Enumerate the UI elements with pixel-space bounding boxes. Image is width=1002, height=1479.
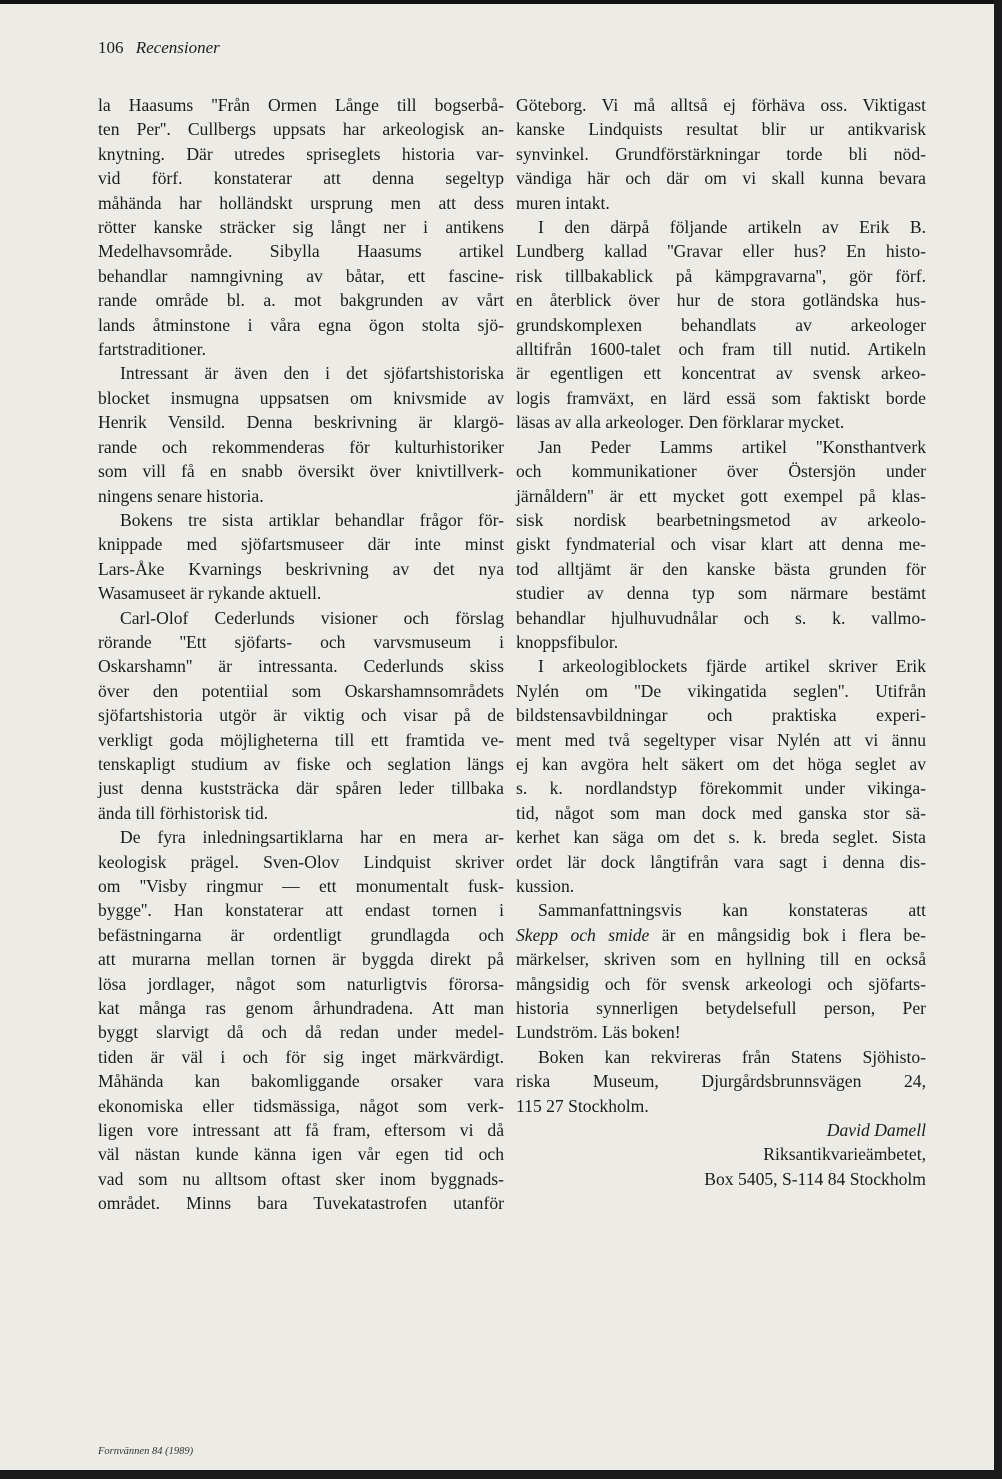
text-line: över den potentiial som Oskarshamnsområdets: [98, 680, 504, 701]
text-line: som vill få en snabb översikt över knivtillverk-: [98, 461, 504, 482]
text-line: Sammanfattningsvis kan konstateras att: [538, 900, 926, 921]
text-line: Lundberg kallad ''Gravar eller hus? En histo-: [516, 241, 926, 262]
text-line: ten Per''. Cullbergs uppsats har arkeologisk an-: [98, 119, 504, 140]
text-line: kat många ras genom århundradena. Att man: [98, 998, 504, 1019]
text-line: Boken kan rekvireras från Statens Sjöhisto-: [538, 1046, 926, 1067]
text-line: David Damell: [826, 1120, 926, 1141]
text-line: området. Minns bara Tuvekatastrofen utanför: [98, 1193, 504, 1214]
text-line: ningens senare historia.: [98, 485, 264, 506]
text-line: knoppsfibulor.: [516, 631, 619, 652]
text-line: s. k. nordlandstyp förekommit under vikinga-: [516, 778, 926, 799]
text-line: väl nästan kunde känna igen vår egen tid och: [98, 1144, 504, 1165]
text-line: verkligt goda möjligheterna till ett framtida ve-: [98, 729, 504, 750]
text-line: rötter kanske sträcker sig långt ner i antikens: [98, 217, 504, 238]
text-line: sjöfartshistoria utgör är viktig och visar på de: [98, 705, 504, 726]
text-line: befästningarna är ordentligt grundlagda och: [98, 924, 504, 945]
text-line: alltifrån 1600-talet och fram till nutid. Artikeln: [516, 339, 926, 360]
text-line: bygge''. Han konstaterar att endast tornen i: [98, 900, 504, 921]
text-line: Måhända kan bakomliggande orsaker vara: [98, 1071, 504, 1092]
text-line: knytning. Där utredes spriseglets historia var-: [98, 143, 504, 164]
text-line: rörande ''Ett sjöfarts- och varvsmuseum i: [98, 631, 504, 652]
text-line: Lars-Åke Kvarnings beskrivning av det nya: [98, 558, 504, 579]
text-line: giskt fyndmaterial och visar klart att denna me-: [516, 534, 926, 555]
text-fragment: är en mångsidig bok i flera be-: [661, 924, 926, 945]
text-line: Henrik Vensild. Denna beskrivning är klargö-: [98, 412, 504, 433]
text-line: märkelser, skriven som en hyllning till en också: [516, 949, 926, 970]
text-line: just denna kuststräcka där spåren leder tillbaka: [98, 778, 504, 799]
text-line: ej kan avgöra helt säkert om det höga seglet av: [516, 753, 926, 774]
text-line: [516, 923, 926, 947]
text-line: Göteborg. Vi må alltså ej förhäva oss. Viktigast: [516, 95, 926, 115]
text-line: lands åtminstone i våra egna ögon stolta sjö-: [98, 314, 504, 335]
text-line: Nylén om ''De vikingatida seglen''. Utifrån: [516, 680, 926, 701]
text-line: behandlar namngivning av båtar, ett fascine-: [98, 265, 504, 286]
text-line: Riksantikvarieämbetet,: [763, 1144, 926, 1165]
left-text-column: [98, 93, 504, 1216]
book-title: Skepp och smide: [516, 924, 650, 945]
text-line: kerhet kan säga om det s. k. breda seglet. Sista: [516, 827, 926, 848]
text-line: fartstraditioner.: [98, 339, 206, 360]
text-line: ekonomiska eller tidsmässiga, något som verk-: [98, 1095, 504, 1116]
scan-border-right: [994, 0, 1002, 1479]
text-line: Box 5405, S-114 84 Stockholm: [704, 1168, 926, 1189]
text-line: knippade med sjöfartsmuseer där inte minst: [98, 534, 504, 555]
page-number: 106: [98, 38, 124, 57]
text-line: byggt slarvigt då och då redan under medel-: [98, 1022, 504, 1043]
text-line: vid förf. konstaterar att denna segeltyp: [98, 168, 504, 189]
text-line: läsas av alla arkeologer. Den förklarar mycket.: [516, 412, 845, 433]
journal-page: [0, 4, 994, 1470]
text-line: tenskapligt studium av fiske och seglation längs: [98, 753, 504, 774]
text-line: rande område bl. a. mot bakgrunden av vårt: [98, 290, 504, 311]
text-line: kanske Lindquists resultat blir ur antikvarisk: [516, 119, 926, 140]
text-line: tiden är väl i och för sig inget märkvärdigt.: [98, 1046, 504, 1067]
text-line: I arkeologiblockets fjärde artikel skriver Erik: [538, 656, 926, 677]
text-line: ment med två segeltyper visar Nylén att vi ännu: [516, 729, 926, 750]
text-line: muren intakt.: [516, 192, 610, 213]
text-line: Medelhavsområde. Sibylla Haasums artikel: [98, 241, 504, 262]
text-line: tid, något som man dock med ganska stor sä-: [516, 802, 926, 823]
text-line: logis framväxt, en lärd essä som faktiskt borde: [516, 387, 926, 408]
text-line: vändiga här och där om vi skall kunna bevara: [516, 168, 926, 189]
text-line: att murarna mellan tornen är byggda direkt på: [98, 949, 504, 970]
section-title: Recensioner: [135, 38, 220, 57]
text-line: risk tillbakablick på kämpgravarna'', gör förf.: [516, 265, 926, 286]
text-line: historia synnerligen betydelsefull person, Per: [516, 998, 926, 1019]
text-line: Oskarshamn'' är intressanta. Cederlunds skiss: [98, 656, 504, 677]
text-line: keologisk prägel. Sven-Olov Lindquist skriver: [98, 851, 504, 872]
text-line: riska Museum, Djurgårdsbrunnsvägen 24,: [516, 1071, 926, 1092]
text-line: Carl-Olof Cederlunds visioner och förslag: [120, 607, 504, 628]
text-line: tod alltjämt är den kanske bästa grunden för: [516, 558, 926, 579]
text-line: Jan Peder Lamms artikel ''Konsthantverk: [538, 436, 926, 457]
text-line: studier av denna typ som närmare bestämt: [516, 583, 926, 604]
text-line: och kommunikationer över Östersjön under: [516, 461, 926, 482]
running-head: [98, 38, 220, 58]
text-line: Intressant är även den i det sjöfartshistoriska: [120, 363, 504, 384]
text-line: bildstensavbildningar och praktiska experi-: [516, 705, 926, 726]
text-line: 115 27 Stockholm.: [516, 1095, 649, 1116]
text-line: ordet lär dock långtifrån vara sagt i denna dis-: [516, 851, 926, 872]
text-line: kussion.: [516, 876, 575, 896]
text-line: Lundström. Läs boken!: [516, 1022, 681, 1043]
text-line: om ''Visby ringmur — ett monumentalt fusk-: [98, 876, 504, 896]
journal-citation: Fornvännen 84 (1989): [98, 1446, 194, 1457]
text-line: ända till förhistorisk tid.: [98, 802, 269, 823]
text-line: rande och rekommenderas för kulturhistoriker: [98, 436, 504, 457]
text-line: järnåldern'' är ett mycket gott exempel på klas-: [516, 485, 926, 506]
text-line: I den därpå följande artikeln av Erik B.: [538, 217, 926, 238]
scan-border-bottom: [0, 1470, 1002, 1479]
text-line: är egentligen ett koncentrat av svensk arkeo-: [516, 363, 926, 384]
text-line: grundskomplexen behandlats av arkeologer: [516, 314, 926, 335]
text-line: måhända har holländskt ursprung men att dess: [98, 192, 504, 213]
text-line: Bokens tre sista artiklar behandlar frågor för-: [120, 509, 504, 530]
text-line: behandlar hjulhuvudnålar och s. k. vallmo-: [516, 607, 926, 628]
text-line: ligen vore intressant att få fram, eftersom vi då: [98, 1120, 504, 1141]
text-line: sisk nordisk bearbetningsmetod av arkeolo-: [516, 509, 926, 530]
text-line: lösa jordlager, något som naturligtvis förorsa-: [98, 973, 504, 994]
text-line: De fyra inledningsartiklarna har en mera ar-: [120, 827, 504, 848]
text-line: synvinkel. Grundförstärkningar torde bli nöd-: [516, 143, 926, 164]
text-line: mångsidig och för svensk arkeologi och sjöfarts-: [516, 973, 926, 994]
text-line: Wasamuseet är rykande aktuell.: [98, 583, 322, 604]
text-line: en återblick över hur de stora gotländska hus-: [516, 290, 926, 311]
text-line: la Haasums ''Från Ormen Långe till bogserbå-: [98, 95, 504, 115]
text-line: blocket insmugna uppsatsen om knivsmide av: [98, 387, 504, 408]
text-line: vad som nu alltsom oftast sker inom byggnads-: [98, 1168, 504, 1189]
right-text-column: [516, 93, 926, 1191]
